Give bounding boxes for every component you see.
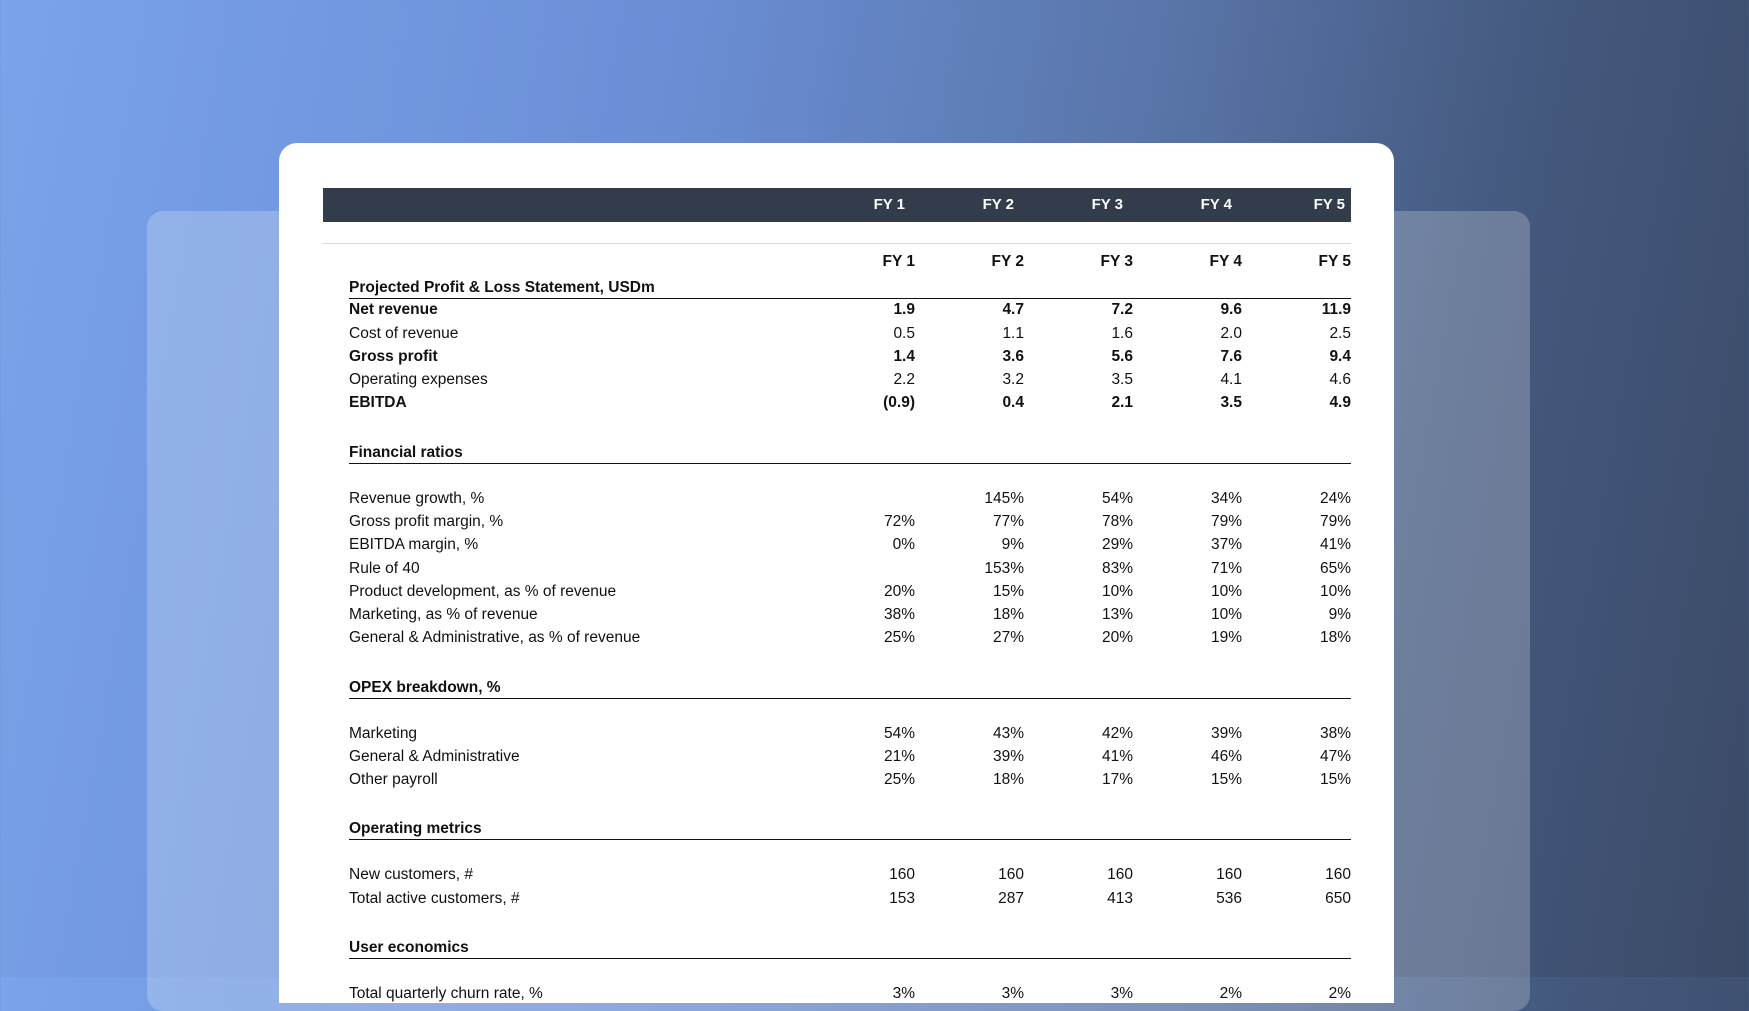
cell-value: 29% xyxy=(1101,536,1133,554)
cell-value: 46% xyxy=(1210,747,1242,765)
table-row xyxy=(349,322,1351,345)
row-label: General & Administrative xyxy=(349,747,520,765)
row-label: Marketing, as % of revenue xyxy=(349,606,538,624)
section-header-metrics xyxy=(349,815,1351,840)
table-row xyxy=(349,982,1351,1003)
cell-value: 27% xyxy=(992,629,1024,647)
table-row xyxy=(349,769,1351,792)
table-row xyxy=(349,345,1351,368)
cell-value: 39% xyxy=(1210,724,1242,742)
cell-value: 15% xyxy=(1319,771,1351,789)
cell-value: 160 xyxy=(1107,866,1133,884)
section-header-economics xyxy=(349,934,1351,959)
cell-value: 43% xyxy=(992,724,1024,742)
cell-value: 9% xyxy=(1328,606,1351,624)
cell-value: 3.5 xyxy=(1220,394,1242,412)
header-year-3: FY 3 xyxy=(1091,196,1123,213)
row-label: Total active customers, # xyxy=(349,889,520,907)
cell-value: 38% xyxy=(1319,724,1351,742)
cell-value: 79% xyxy=(1210,512,1242,530)
cell-value: 47% xyxy=(1319,747,1351,765)
column-header: FY 5 xyxy=(1318,252,1351,270)
cell-value: 0.5 xyxy=(893,324,915,342)
table-row xyxy=(349,510,1351,533)
cell-value: 42% xyxy=(1101,724,1133,742)
cell-value: 83% xyxy=(1101,559,1133,577)
header-year-1: FY 1 xyxy=(873,196,905,213)
cell-value: 7.2 xyxy=(1111,301,1133,319)
row-label: New customers, # xyxy=(349,866,474,884)
row-label: Other payroll xyxy=(349,771,438,789)
cell-value: 71% xyxy=(1210,559,1242,577)
cell-value: 2% xyxy=(1219,984,1242,1002)
table-row xyxy=(349,487,1351,510)
cell-value: 1.9 xyxy=(893,301,915,319)
cell-value: 37% xyxy=(1210,536,1242,554)
section-header-ratios xyxy=(349,438,1351,463)
year-header-bar xyxy=(323,188,1351,222)
table-row xyxy=(349,722,1351,745)
section-title: Financial ratios xyxy=(349,438,806,463)
cell-value: 3% xyxy=(1001,984,1024,1002)
cell-value: 3.5 xyxy=(1111,371,1133,389)
cell-value: 413 xyxy=(1107,889,1133,907)
cell-value: (0.9) xyxy=(883,394,915,412)
row-label: Revenue growth, % xyxy=(349,489,485,507)
cell-value: 41% xyxy=(1319,536,1351,554)
cell-value: 15% xyxy=(992,582,1024,600)
cell-value: 65% xyxy=(1319,559,1351,577)
cell-value xyxy=(806,487,915,510)
table-row xyxy=(349,864,1351,887)
table-row xyxy=(349,534,1351,557)
cell-value: 145% xyxy=(984,489,1024,507)
row-label: Gross profit margin, % xyxy=(349,512,504,530)
cell-value: 18% xyxy=(1319,629,1351,647)
row-label: Gross profit xyxy=(349,347,438,365)
cell-value xyxy=(806,557,915,580)
cell-value: 19% xyxy=(1210,629,1242,647)
table-row xyxy=(349,627,1351,650)
cell-value: 38% xyxy=(883,606,915,624)
table-row xyxy=(349,298,1351,322)
section-title: OPEX breakdown, % xyxy=(349,673,806,698)
financial-table xyxy=(349,244,1351,1003)
cell-value: 1.6 xyxy=(1111,324,1133,342)
cell-value: 18% xyxy=(992,606,1024,624)
cell-value: 287 xyxy=(998,889,1024,907)
cell-value: 2.0 xyxy=(1220,324,1242,342)
cell-value: 4.6 xyxy=(1329,371,1351,389)
cell-value: 4.7 xyxy=(1002,301,1024,319)
cell-value: 2.2 xyxy=(893,371,915,389)
table-row xyxy=(349,368,1351,391)
table-row xyxy=(349,557,1351,580)
table-row xyxy=(349,603,1351,626)
cell-value: 10% xyxy=(1210,582,1242,600)
cell-value: 10% xyxy=(1101,582,1133,600)
cell-value: 9.4 xyxy=(1329,347,1351,365)
cell-value: 2% xyxy=(1328,984,1351,1002)
cell-value: 0.4 xyxy=(1002,394,1024,412)
column-header: FY 1 xyxy=(882,252,915,270)
cell-value: 0% xyxy=(892,536,915,554)
cell-value: 9% xyxy=(1001,536,1024,554)
cell-value: 79% xyxy=(1319,512,1351,530)
cell-value: 5.6 xyxy=(1111,347,1133,365)
section-title: User economics xyxy=(349,934,806,959)
cell-value: 78% xyxy=(1101,512,1133,530)
cell-value: 160 xyxy=(1325,866,1351,884)
cell-value: 54% xyxy=(1101,489,1133,507)
cell-value: 13% xyxy=(1101,606,1133,624)
row-label: General & Administrative, as % of revenue xyxy=(349,629,641,647)
cell-value: 160 xyxy=(889,866,915,884)
column-header: FY 4 xyxy=(1209,252,1242,270)
cell-value: 3% xyxy=(892,984,915,1002)
table-row xyxy=(349,745,1351,768)
cell-value: 160 xyxy=(998,866,1024,884)
cell-value: 17% xyxy=(1101,771,1133,789)
cell-value: 20% xyxy=(883,582,915,600)
cell-value: 54% xyxy=(883,724,915,742)
cell-value: 25% xyxy=(883,771,915,789)
cell-value: 18% xyxy=(992,771,1024,789)
column-header: FY 2 xyxy=(991,252,1024,270)
header-year-2: FY 2 xyxy=(982,196,1014,213)
section-header-pl xyxy=(349,273,1351,298)
cell-value: 153 xyxy=(889,889,915,907)
row-label: EBITDA xyxy=(349,394,407,412)
cell-value: 11.9 xyxy=(1321,301,1351,319)
cell-value: 160 xyxy=(1216,866,1242,884)
table-row xyxy=(349,580,1351,603)
cell-value: 3.2 xyxy=(1002,371,1024,389)
cell-value: 77% xyxy=(992,512,1024,530)
row-label: Total quarterly churn rate, % xyxy=(349,984,543,1002)
cell-value: 536 xyxy=(1216,889,1242,907)
column-header: FY 3 xyxy=(1100,252,1133,270)
cell-value: 41% xyxy=(1101,747,1133,765)
cell-value: 15% xyxy=(1210,771,1242,789)
cell-value: 3.6 xyxy=(1002,347,1024,365)
cell-value: 4.9 xyxy=(1329,394,1351,412)
cell-value: 2.5 xyxy=(1329,324,1351,342)
cell-value: 1.4 xyxy=(893,347,915,365)
cell-value: 21% xyxy=(883,747,915,765)
cell-value: 2.1 xyxy=(1111,394,1133,412)
row-label: Net revenue xyxy=(349,301,438,319)
row-label: Operating expenses xyxy=(349,371,488,389)
row-label: EBITDA margin, % xyxy=(349,536,479,554)
cell-value: 7.6 xyxy=(1220,347,1242,365)
spreadsheet-document xyxy=(279,143,1394,1003)
cell-value: 10% xyxy=(1210,606,1242,624)
row-label: Marketing xyxy=(349,724,418,742)
cell-value: 153% xyxy=(984,559,1024,577)
cell-value: 20% xyxy=(1101,629,1133,647)
section-title: Operating metrics xyxy=(349,815,806,840)
cell-value: 650 xyxy=(1325,889,1351,907)
cell-value: 25% xyxy=(883,629,915,647)
section-header-opex xyxy=(349,673,1351,698)
cell-value: 1.1 xyxy=(1002,324,1024,342)
header-year-5: FY 5 xyxy=(1313,196,1345,213)
cell-value: 72% xyxy=(883,512,915,530)
table-row xyxy=(349,887,1351,910)
cell-value: 4.1 xyxy=(1220,371,1242,389)
header-year-4: FY 4 xyxy=(1200,196,1232,213)
cell-value: 9.6 xyxy=(1220,301,1242,319)
column-header-row xyxy=(349,244,1351,273)
row-label: Rule of 40 xyxy=(349,559,420,577)
section-title: Projected Profit & Loss Statement, USDm xyxy=(349,273,806,298)
row-label: Cost of revenue xyxy=(349,324,459,342)
cell-value: 10% xyxy=(1319,582,1351,600)
cell-value: 3% xyxy=(1110,984,1133,1002)
cell-value: 34% xyxy=(1210,489,1242,507)
table-row xyxy=(349,392,1351,415)
cell-value: 39% xyxy=(992,747,1024,765)
row-label: Product development, as % of revenue xyxy=(349,582,617,600)
cell-value: 24% xyxy=(1319,489,1351,507)
